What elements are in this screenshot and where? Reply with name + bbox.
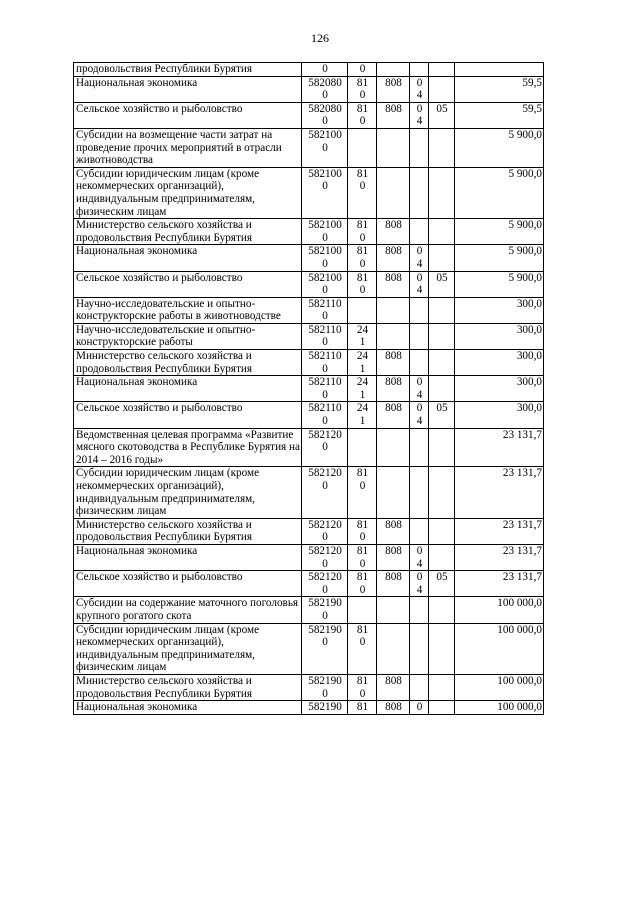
table-row: [74, 245, 544, 271]
target-article-cell: [302, 219, 348, 245]
target-article-part: 582100: [308, 128, 342, 141]
section-cell: [410, 467, 429, 518]
expense-type-part: 81: [356, 219, 369, 232]
section-part: 4: [416, 257, 423, 270]
expense-type-cell: [348, 376, 377, 402]
expense-type-cell: [348, 623, 377, 674]
row-name-cell: Субсидии юридическим лицам (кроме некоммерческих организаций), индивидуальным предпринимателям, физическим лицам: [74, 467, 302, 518]
subsection-cell: [429, 297, 455, 323]
target-article-part: 0: [322, 687, 328, 700]
section-cell: [410, 571, 429, 597]
amount-cell: 100 000,0: [455, 623, 544, 674]
expense-type-part: 24: [356, 402, 369, 415]
target-article-part: 0: [322, 531, 328, 544]
expense-type-cell: [348, 245, 377, 271]
expense-type-part: 81: [356, 544, 369, 557]
section-cell: [410, 402, 429, 428]
subsection-cell: 05: [429, 571, 455, 597]
amount-cell: 100 000,0: [455, 597, 544, 623]
expense-type-part: 81: [356, 518, 369, 531]
section-part: 0: [416, 701, 423, 714]
ministry-code-cell: [377, 63, 410, 77]
target-article-cell: [302, 701, 348, 715]
section-part: 0: [416, 544, 423, 557]
row-name-cell: Министерство сельского хозяйства и продовольствия Республики Бурятия: [74, 674, 302, 700]
target-article-part: 0: [322, 388, 328, 401]
expense-type-part: 0: [359, 89, 366, 102]
target-article-part: 582120: [308, 467, 342, 480]
expense-type-part: 1: [359, 362, 366, 375]
section-cell: [410, 128, 429, 167]
table-row: [74, 674, 544, 700]
amount-cell: 5 900,0: [455, 271, 544, 297]
section-part: 0: [416, 76, 423, 89]
subsection-cell: [429, 167, 455, 218]
expense-type-cell: [348, 518, 377, 544]
section-part: 0: [416, 571, 423, 584]
target-article-cell: [302, 76, 348, 102]
ministry-code-cell: 808: [377, 544, 410, 570]
amount-cell: 5 900,0: [455, 167, 544, 218]
ministry-code-cell: [377, 167, 410, 218]
table-row: [74, 623, 544, 674]
subsection-cell: [429, 245, 455, 271]
section-cell: [410, 428, 429, 467]
target-article-part: 0: [322, 115, 328, 128]
expense-type-part: 0: [359, 636, 366, 649]
subsection-cell: 05: [429, 102, 455, 128]
table-row: [74, 597, 544, 623]
expense-type-cell: [348, 674, 377, 700]
table-row: [74, 518, 544, 544]
row-name-cell: Сельское хозяйство и рыболовство: [74, 102, 302, 128]
amount-cell: 59,5: [455, 76, 544, 102]
ministry-code-cell: [377, 467, 410, 518]
expense-type-part: 81: [356, 167, 369, 180]
subsection-cell: [429, 323, 455, 349]
amount-cell: 300,0: [455, 323, 544, 349]
expense-type-part: 81: [356, 623, 369, 636]
target-article-part: 582120: [308, 571, 342, 584]
table-row: [74, 350, 544, 376]
ministry-code-cell: 808: [377, 674, 410, 700]
target-article-part: 582190: [308, 597, 342, 610]
table-body: [74, 63, 544, 715]
row-name-cell: Сельское хозяйство и рыболовство: [74, 571, 302, 597]
expense-type-part: 81: [356, 245, 369, 258]
amount-cell: 100 000,0: [455, 674, 544, 700]
table-row: [74, 63, 544, 77]
target-article-part: 582110: [308, 323, 342, 336]
subsection-cell: [429, 63, 455, 77]
target-article-part: 0: [322, 441, 328, 454]
target-article-part: 582100: [308, 167, 342, 180]
target-article-part: 0: [322, 609, 328, 622]
row-name-cell: Научно-исследовательские и опытно-конструкторские работы: [74, 323, 302, 349]
target-article-cell: [302, 402, 348, 428]
target-article-part: 582190: [308, 623, 342, 636]
amount-cell: [455, 63, 544, 77]
ministry-code-cell: 808: [377, 102, 410, 128]
row-name-cell: Министерство сельского хозяйства и продовольствия Республики Бурятия: [74, 518, 302, 544]
expense-type-cell: [348, 167, 377, 218]
target-article-part: 0: [322, 362, 328, 375]
target-article-cell: [302, 102, 348, 128]
target-article-part: 0: [322, 141, 328, 154]
row-name-cell: Министерство сельского хозяйства и продовольствия Республики Бурятия: [74, 350, 302, 376]
amount-cell: 300,0: [455, 402, 544, 428]
table-row: [74, 219, 544, 245]
section-cell: [410, 623, 429, 674]
table-row: [74, 428, 544, 467]
target-article-cell: [302, 623, 348, 674]
subsection-cell: [429, 467, 455, 518]
section-cell: [410, 544, 429, 570]
subsection-cell: [429, 518, 455, 544]
target-article-cell: [302, 597, 348, 623]
subsection-cell: [429, 350, 455, 376]
expense-type-cell: [348, 76, 377, 102]
expense-type-part: 81: [356, 701, 369, 714]
target-article-cell: [302, 544, 348, 570]
table-row: [74, 297, 544, 323]
table-row: [74, 76, 544, 102]
row-name-cell: Национальная экономика: [74, 701, 302, 715]
target-article-part: 582190: [308, 674, 342, 687]
section-cell: [410, 518, 429, 544]
expense-type-part: 81: [356, 102, 369, 115]
expense-type-part: 0: [359, 231, 366, 244]
amount-cell: 5 900,0: [455, 128, 544, 167]
target-article-part: 582100: [308, 271, 342, 284]
expense-type-cell: [348, 544, 377, 570]
target-article-cell: [302, 167, 348, 218]
target-article-cell: [302, 674, 348, 700]
amount-cell: 100 000,0: [455, 701, 544, 715]
target-article-part: 0: [322, 284, 328, 297]
row-name-cell: Национальная экономика: [74, 76, 302, 102]
section-part: 4: [416, 583, 423, 596]
expense-type-part: 24: [356, 376, 369, 389]
subsection-cell: [429, 128, 455, 167]
table-row: [74, 271, 544, 297]
ministry-code-cell: 808: [377, 518, 410, 544]
expense-type-part: 0: [359, 180, 366, 193]
target-article-part: 582080: [308, 102, 342, 115]
target-article-cell: [302, 428, 348, 467]
expense-type-cell: [348, 102, 377, 128]
target-article-part: 582120: [308, 544, 342, 557]
section-cell: [410, 167, 429, 218]
target-article-cell: [302, 271, 348, 297]
section-cell: [410, 245, 429, 271]
table-row: [74, 167, 544, 218]
subsection-cell: [429, 219, 455, 245]
section-cell: [410, 323, 429, 349]
expense-type-part: 24: [356, 350, 369, 363]
section-part: 0: [416, 245, 423, 258]
expense-type-cell: [348, 271, 377, 297]
row-name-cell: Субсидии на содержание маточного поголовья крупного рогатого скота: [74, 597, 302, 623]
section-cell: [410, 271, 429, 297]
target-article-part: 582100: [308, 245, 342, 258]
ministry-code-cell: 808: [377, 701, 410, 715]
section-cell: [410, 597, 429, 623]
expense-type-part: 0: [359, 687, 366, 700]
subsection-cell: [429, 623, 455, 674]
section-part: 4: [416, 89, 423, 102]
expense-type-cell: [348, 219, 377, 245]
row-name-cell: Научно-исследовательские и опытно-конструкторские работы в животноводстве: [74, 297, 302, 323]
section-cell: [410, 350, 429, 376]
expense-type-cell: [348, 701, 377, 715]
target-article-cell: [302, 350, 348, 376]
ministry-code-cell: [377, 597, 410, 623]
amount-cell: 5 900,0: [455, 219, 544, 245]
section-part: 0: [416, 102, 423, 115]
expense-type-cell: [348, 467, 377, 518]
expense-type-part: 81: [356, 271, 369, 284]
subsection-cell: [429, 597, 455, 623]
subsection-cell: 05: [429, 402, 455, 428]
expense-type-part: 81: [356, 571, 369, 584]
ministry-code-cell: [377, 297, 410, 323]
expense-type-part: 0: [359, 557, 366, 570]
expense-type-part: 24: [356, 323, 369, 336]
amount-cell: 59,5: [455, 102, 544, 128]
table-row: [74, 544, 544, 570]
target-article-part: 582120: [308, 428, 342, 441]
subsection-cell: [429, 428, 455, 467]
subsection-cell: [429, 701, 455, 715]
target-article-part: 0: [322, 180, 328, 193]
row-name-cell: Национальная экономика: [74, 376, 302, 402]
subsection-cell: [429, 76, 455, 102]
amount-cell: 300,0: [455, 350, 544, 376]
expense-type-cell: [348, 428, 377, 467]
expense-type-part: 0: [359, 115, 366, 128]
expense-type-cell: [348, 571, 377, 597]
expense-type-part: 0: [359, 583, 366, 596]
target-article-part: 0: [322, 231, 328, 244]
ministry-code-cell: 808: [377, 76, 410, 102]
amount-cell: 23 131,7: [455, 544, 544, 570]
expense-type-part: 1: [359, 415, 366, 428]
target-article-part: 0: [322, 557, 328, 570]
amount-cell: 5 900,0: [455, 245, 544, 271]
expense-type-part: 81: [356, 674, 369, 687]
section-cell: [410, 701, 429, 715]
row-name-cell: Национальная экономика: [74, 245, 302, 271]
expense-type-part: 0: [359, 257, 366, 270]
target-article-part: 0: [322, 583, 328, 596]
row-name-cell: Сельское хозяйство и рыболовство: [74, 402, 302, 428]
section-part: 4: [416, 284, 423, 297]
row-name-cell: Субсидии юридическим лицам (кроме некоммерческих организаций), индивидуальным предпринимателям, физическим лицам: [74, 167, 302, 218]
section-part: 0: [416, 271, 423, 284]
target-article-part: 582100: [308, 219, 342, 232]
target-article-part: 0: [322, 63, 328, 75]
amount-cell: 23 131,7: [455, 571, 544, 597]
table-row: [74, 571, 544, 597]
section-part: 0: [416, 376, 423, 389]
ministry-code-cell: 808: [377, 219, 410, 245]
table-row: [74, 128, 544, 167]
target-article-cell: [302, 376, 348, 402]
ministry-code-cell: 808: [377, 402, 410, 428]
row-name-cell: Сельское хозяйство и рыболовство: [74, 271, 302, 297]
expense-type-cell: [348, 128, 377, 167]
section-part: 4: [416, 557, 423, 570]
expense-type-cell: [348, 63, 377, 77]
section-part: 4: [416, 115, 423, 128]
expense-type-part: 0: [359, 531, 366, 544]
budget-table: [73, 62, 544, 715]
target-article-cell: [302, 297, 348, 323]
target-article-part: 0: [322, 89, 328, 102]
amount-cell: 23 131,7: [455, 467, 544, 518]
section-cell: [410, 76, 429, 102]
table-row: [74, 701, 544, 715]
expense-type-cell: [348, 323, 377, 349]
target-article-cell: [302, 63, 348, 77]
target-article-cell: [302, 518, 348, 544]
target-article-cell: [302, 571, 348, 597]
ministry-code-cell: [377, 623, 410, 674]
table-row: [74, 376, 544, 402]
table-row: [74, 323, 544, 349]
target-article-cell: [302, 323, 348, 349]
section-cell: [410, 674, 429, 700]
table-row: [74, 402, 544, 428]
target-article-part: 582110: [308, 350, 342, 363]
amount-cell: 23 131,7: [455, 428, 544, 467]
target-article-part: 0: [322, 636, 328, 649]
amount-cell: 23 131,7: [455, 518, 544, 544]
section-part: 0: [416, 402, 423, 415]
expense-type-part: 0: [359, 480, 366, 492]
section-cell: [410, 63, 429, 77]
expense-type-cell: [348, 297, 377, 323]
row-name-cell: Ведомственная целевая программа «Развитие мясного скотоводства в Республике Бурятия на 2014 – 2016 годы»: [74, 428, 302, 467]
ministry-code-cell: 808: [377, 245, 410, 271]
row-name-cell: Субсидии на возмещение части затрат на проведение прочих мероприятий в отрасли животноводства: [74, 128, 302, 167]
target-article-cell: [302, 467, 348, 518]
ministry-code-cell: 808: [377, 376, 410, 402]
ministry-code-cell: [377, 128, 410, 167]
row-name-cell: Субсидии юридическим лицам (кроме некоммерческих организаций), индивидуальным предпринимателям, физическим лицам: [74, 623, 302, 674]
subsection-cell: [429, 376, 455, 402]
target-article-part: 0: [322, 257, 328, 270]
expense-type-part: 1: [359, 388, 366, 401]
amount-cell: 300,0: [455, 376, 544, 402]
target-article-cell: [302, 245, 348, 271]
section-cell: [410, 102, 429, 128]
target-article-part: 0: [322, 310, 328, 323]
expense-type-part: 81: [356, 76, 369, 89]
row-name-cell: продовольствия Республики Бурятия: [74, 63, 302, 77]
target-article-part: 582190: [308, 701, 342, 714]
section-cell: [410, 297, 429, 323]
expense-type-part: 0: [359, 63, 366, 75]
row-name-cell: Национальная экономика: [74, 544, 302, 570]
row-name-cell: Министерство сельского хозяйства и продовольствия Республики Бурятия: [74, 219, 302, 245]
ministry-code-cell: [377, 428, 410, 467]
target-article-part: 582110: [308, 402, 342, 415]
section-part: 4: [416, 415, 423, 428]
expense-type-cell: [348, 402, 377, 428]
section-part: 4: [416, 388, 423, 401]
ministry-code-cell: [377, 323, 410, 349]
section-cell: [410, 376, 429, 402]
target-article-part: 582120: [308, 518, 342, 531]
ministry-code-cell: 808: [377, 271, 410, 297]
subsection-cell: [429, 544, 455, 570]
target-article-part: 0: [322, 480, 328, 492]
target-article-part: 582080: [308, 76, 342, 89]
target-article-cell: [302, 128, 348, 167]
expense-type-part: 81: [356, 467, 369, 480]
target-article-part: 582110: [308, 376, 342, 389]
table-row: [74, 102, 544, 128]
table-row: [74, 467, 544, 518]
expense-type-cell: [348, 350, 377, 376]
ministry-code-cell: 808: [377, 571, 410, 597]
page-number: 126: [311, 31, 329, 45]
target-article-part: 0: [322, 415, 328, 428]
expense-type-part: 1: [359, 336, 366, 349]
target-article-part: 582110: [308, 297, 342, 310]
section-cell: [410, 219, 429, 245]
expense-type-cell: [348, 597, 377, 623]
subsection-cell: [429, 674, 455, 700]
expense-type-part: 0: [359, 284, 366, 297]
subsection-cell: 05: [429, 271, 455, 297]
amount-cell: 300,0: [455, 297, 544, 323]
target-article-part: 0: [322, 336, 328, 349]
ministry-code-cell: 808: [377, 350, 410, 376]
